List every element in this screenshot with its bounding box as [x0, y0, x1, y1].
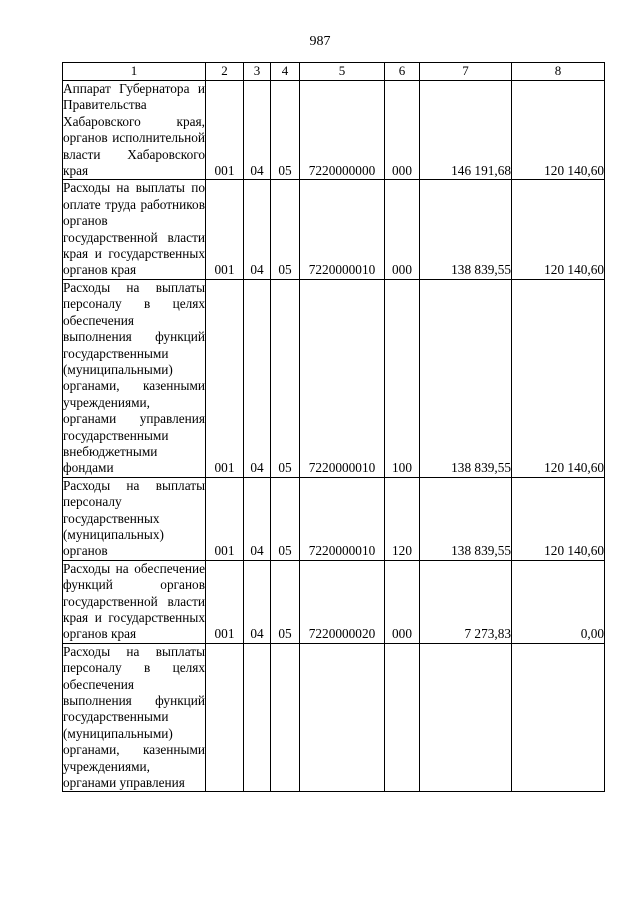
table-cell: 001 [206, 560, 244, 643]
table-header-row [63, 63, 605, 81]
table-row [63, 560, 605, 643]
table-cell: 05 [271, 477, 300, 560]
budget-table [62, 62, 605, 792]
table-cell [206, 643, 244, 792]
table-cell: 100 [385, 279, 420, 477]
table-row [63, 180, 605, 279]
table-cell [300, 643, 385, 792]
table-cell: 7220000010 [300, 180, 385, 279]
table-cell: 120 140,60 [512, 81, 605, 180]
header-cell: 5 [300, 63, 385, 81]
table-cell: 04 [244, 180, 271, 279]
header-cell: 8 [512, 63, 605, 81]
table-cell [244, 643, 271, 792]
header-cell: 4 [271, 63, 300, 81]
table-cell: 04 [244, 81, 271, 180]
table-cell: 05 [271, 560, 300, 643]
table-cell: 000 [385, 81, 420, 180]
page-number: 987 [309, 34, 331, 49]
table-cell: 7220000010 [300, 477, 385, 560]
table-cell: 05 [271, 81, 300, 180]
table-row [63, 643, 605, 792]
table-cell: 000 [385, 560, 420, 643]
table-cell [271, 643, 300, 792]
table-cell: 001 [206, 180, 244, 279]
table-cell: 001 [206, 279, 244, 477]
table-cell: 001 [206, 81, 244, 180]
row-name-cell: Расходы на выплаты персоналу государственных (муниципальных) органов [63, 477, 205, 559]
table-cell: 04 [244, 477, 271, 560]
table-cell: 7 273,83 [420, 560, 512, 643]
header-cell: 2 [206, 63, 244, 81]
table-cell [420, 643, 512, 792]
table-cell: 120 140,60 [512, 180, 605, 279]
table-row [63, 81, 605, 180]
table-cell: 7220000020 [300, 560, 385, 643]
table-cell: 001 [206, 477, 244, 560]
table-cell: 120 140,60 [512, 279, 605, 477]
table-cell: 120 140,60 [512, 477, 605, 560]
table-cell: 05 [271, 180, 300, 279]
table-row [63, 477, 605, 560]
table-cell: 138 839,55 [420, 279, 512, 477]
header-cell: 3 [244, 63, 271, 81]
table-cell: 138 839,55 [420, 180, 512, 279]
header-cell: 1 [63, 63, 206, 81]
table-cell: 04 [244, 560, 271, 643]
table-cell: 138 839,55 [420, 477, 512, 560]
table-cell: 120 [385, 477, 420, 560]
table-row [63, 279, 605, 477]
table-cell: 04 [244, 279, 271, 477]
row-name-cell: Расходы на выплаты персоналу в целях обеспечения выполнения функций государственными (муниципальными) органами, казенными учреждениями, органами управления [63, 643, 205, 791]
row-name-cell: Расходы на обеспечение функций органов государственной власти края и государственных органов края [63, 560, 205, 642]
row-name-cell: Аппарат Губернатора и Правительства Хабаровского края, органов исполнительной власти Хабаровского края [63, 81, 205, 179]
row-name-cell: Расходы на выплаты персоналу в целях обеспечения выполнения функций государственными (муниципальными) органами, казенными учреждениями, органами управления государственными внебюджетными фондами [63, 279, 205, 476]
header-cell: 7 [420, 63, 512, 81]
table-cell [385, 643, 420, 792]
table-cell: 7220000000 [300, 81, 385, 180]
table-cell: 7220000010 [300, 279, 385, 477]
table-cell: 146 191,68 [420, 81, 512, 180]
table-cell: 05 [271, 279, 300, 477]
table-cell [512, 643, 605, 792]
table-cell: 000 [385, 180, 420, 279]
row-name-cell: Расходы на выплаты по оплате труда работников органов государственной власти края и государственных органов края [63, 180, 205, 278]
header-cell: 6 [385, 63, 420, 81]
table-cell: 0,00 [512, 560, 605, 643]
